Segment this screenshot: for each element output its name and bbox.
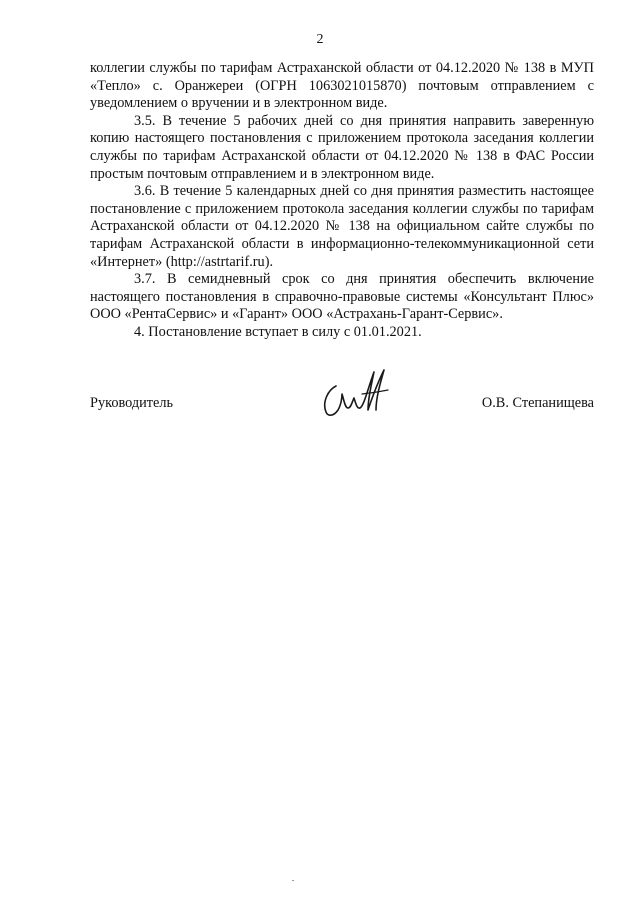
- page-number: 2: [316, 32, 324, 47]
- signature-block: [90, 364, 594, 424]
- paragraph-4: 4. Постановление вступает в силу с 01.01.2021.: [134, 323, 422, 340]
- paragraph-3-5: 3.5. В течение 5 рабочих дней со дня принятия направить заверенную копию настоящего постановления с приложением протокола заседания коллегии службы по тарифам Астраханской области от 04.12.2020 № 138 в ФАС России простым почтовым отправлением и в электронном виде.: [90, 112, 594, 182]
- paragraph-3-6: 3.6. В течение 5 календарных дней со дня принятия разместить настоящее постановление с приложением протокола заседания коллегии службы по тарифам Астраханской области от 04.12.2020 № 138 на официальном сайте службы по тарифам Астраханской области в информационно-телекоммуникационной сети «Интернет» (http://astrtarif.ru).: [90, 183, 594, 270]
- signatory-name: О.В. Степанищева: [481, 395, 594, 411]
- paragraph-continuation: коллегии службы по тарифам Астраханской области от 04.12.2020 № 138 в МУП «Тепло» с. Оранжереи (ОГРН 1063021015870) почтовым отправлением с уведомлением о вручении и в электронном виде.: [90, 60, 594, 112]
- paragraph-3-7: 3.7. В семидневный срок со дня принятия обеспечить включение настоящего постановления в справочно-правовые системы «Консультант Плюс» ООО «РентаСервис» и «Гарант» ООО «Астрахань-Гарант-Сервис».: [90, 271, 594, 323]
- signatory-title: Руководитель: [90, 395, 174, 411]
- scan-speck: [292, 880, 294, 881]
- document-body: [90, 60, 594, 342]
- handwritten-signature-icon: [318, 364, 392, 420]
